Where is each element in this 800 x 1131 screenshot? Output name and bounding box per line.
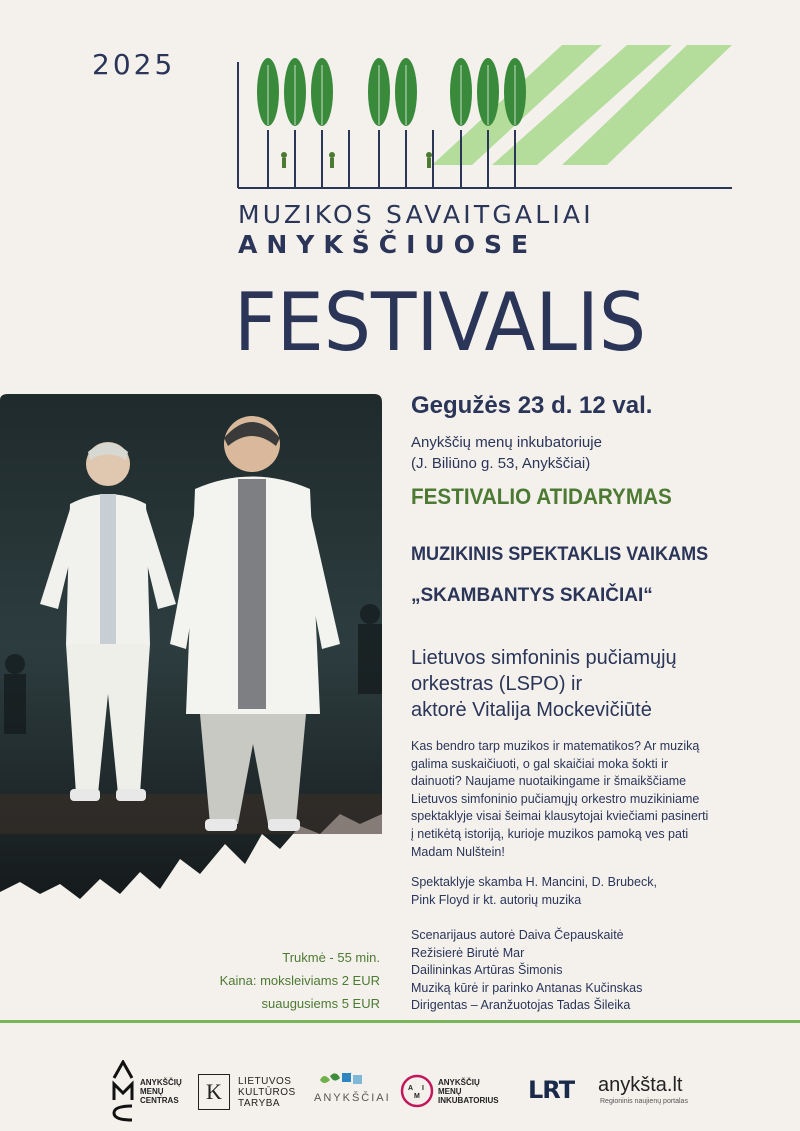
description-line: Lietuvos simfoninio pučiamųjų orkestro muzikiniame	[411, 791, 700, 806]
ami-logo-text: ANYKŠČIŲ MENŲ INKUBATORIUS	[438, 1078, 499, 1105]
venue-line2: (J. Biliūno g. 53, Anykščiai)	[411, 455, 591, 472]
svg-text:A: A	[408, 1085, 414, 1092]
lrt-logo: LRT	[528, 1076, 575, 1104]
year-label: 2025	[92, 48, 176, 81]
sponsor-logos	[0, 1050, 800, 1130]
ticket-info	[220, 946, 380, 1015]
description-line: į netikėtą istoriją, kurioje muzikos pamoką ves pati	[411, 826, 689, 841]
festival-name-line2: ANYKŠČIUOSE	[238, 230, 538, 259]
event-venue	[411, 432, 602, 474]
duration: Trukmė - 55 min.	[282, 950, 380, 965]
music-line: Spektaklyje skamba H. Mancini, D. Brubeck,	[411, 875, 657, 889]
performance-photo	[0, 394, 382, 904]
lkt-logo-icon: K	[198, 1074, 230, 1110]
performers-line2: orkestras (LSPO) ir	[411, 673, 583, 695]
anyksta-logo: anykšta.lt	[598, 1074, 683, 1096]
show-title: „SKAMBANTYS SKAIČIAI“	[411, 585, 653, 606]
credit-line: Režisierė Birutė Mar	[411, 945, 525, 960]
performers	[411, 645, 677, 723]
venue-line1: Anykščių menų inkubatoriuje	[411, 434, 602, 451]
description-line: Kas bendro tarp muzikos ir matematikos? Ar muziką	[411, 739, 700, 753]
music-info	[411, 874, 791, 909]
event-date: Gegužės 23 d. 12 val.	[411, 392, 653, 419]
anyksciai-logo-text: ANYKŠČIAI	[314, 1092, 391, 1104]
divider	[0, 1020, 800, 1023]
show-type: MUZIKINIS SPEKTAKLIS VAIKAMS	[411, 544, 709, 565]
svg-text:I: I	[422, 1085, 424, 1092]
price-students: Kaina: moksleiviams 2 EUR	[219, 973, 380, 988]
amc-logo-text: ANYKŠČIŲ MENŲ CENTRAS	[140, 1078, 182, 1105]
page-title: FESTIVALIS	[234, 276, 647, 369]
description-line: spektaklyje visai šeimai klausytojai kviečiami pasinerti	[411, 809, 709, 824]
credits	[411, 927, 791, 1015]
description	[411, 738, 791, 861]
credit-line: Scenarijaus autorė Daiva Čepauskaitė	[411, 928, 624, 942]
description-line: Madam Nulštein!	[411, 844, 505, 859]
price-adults: suaugusiems 5 EUR	[261, 996, 380, 1011]
performers-line3: aktorė Vitalija Mockevičiūtė	[411, 699, 652, 721]
anyksta-tagline: Regioninis naujienų portalas	[600, 1098, 688, 1105]
festival-name-line1: MUZIKOS SAVAITGALIAI	[238, 200, 594, 229]
opening-heading: FESTIVALIO ATIDARYMAS	[411, 484, 672, 509]
description-line: dainuoti? Naujame nuotaikingame ir šmaikščiame	[411, 774, 687, 789]
credit-line: Dirigentas – Aranžuotojas Tadas Šileika	[411, 998, 631, 1013]
credit-line: Muziką kūrė ir parinko Antanas Kučinskas	[411, 980, 643, 995]
music-line: Pink Floyd ir kt. autorių muzika	[411, 892, 582, 907]
anyksciai-logo-icon	[318, 1070, 364, 1088]
svg-text:M: M	[414, 1093, 420, 1100]
description-line: galima suskaičiuoti, o gal skaičiai moka šokti ir	[411, 756, 669, 771]
lkt-logo-text: LIETUVOS KULTŪROS TARYBA	[238, 1076, 296, 1109]
performers-line1: Lietuvos simfoninis pučiamųjų	[411, 647, 677, 669]
amc-logo-icon	[112, 1060, 134, 1122]
credit-line: Dailininkas Artūras Šimonis	[411, 963, 563, 978]
ami-logo-icon	[400, 1074, 434, 1108]
